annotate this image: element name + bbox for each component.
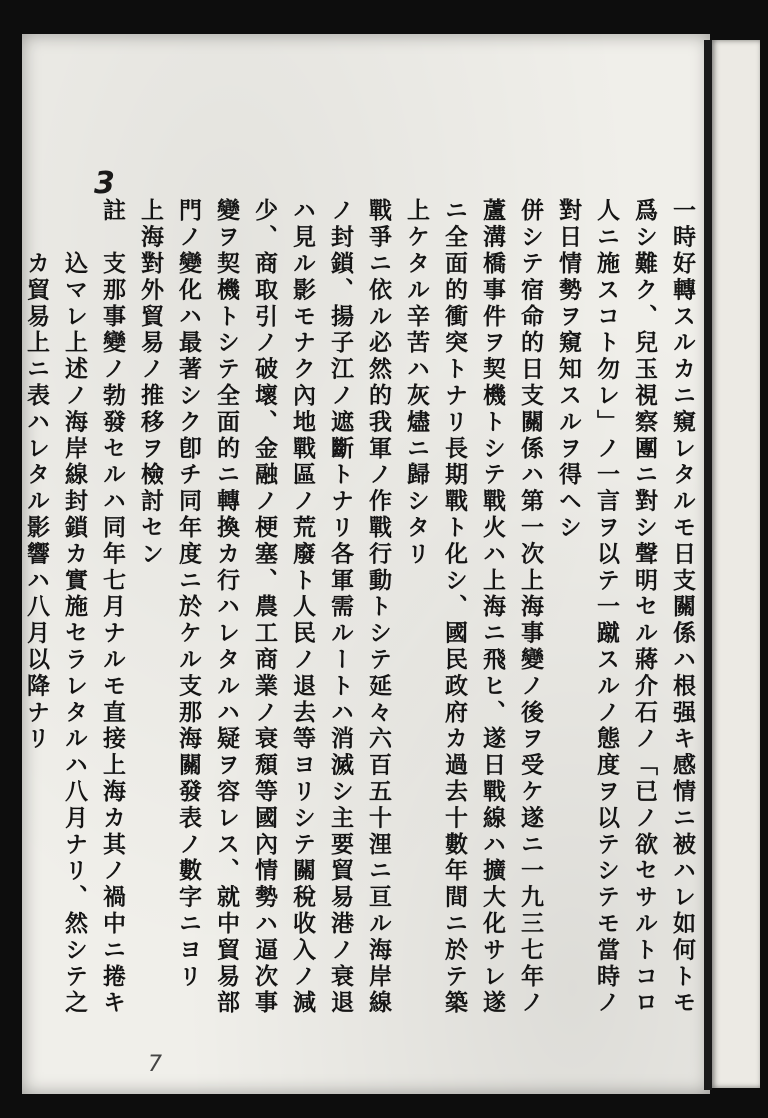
text-column: 人ニ施スコト勿レ」ノ一言ヲ以テ一蹴スルノ態度ヲ以テシテモ當時ノ: [593, 198, 620, 1017]
facing-page-edge: [712, 40, 760, 1088]
page-number: 3: [94, 166, 115, 201]
handwritten-mark: 7: [148, 1052, 162, 1077]
text-column: ハ見ル影モナク內地戰區ノ荒廢ト人民ノ退去等ヨリシテ關稅收入ノ減: [289, 198, 316, 1017]
text-column: 少、商取引ノ破壞、金融ノ梗塞、農工商業ノ衰頹等國內情勢ハ逼次事: [251, 198, 278, 1017]
text-column: 對日情勢ヲ窺知スルヲ得ヘシ: [555, 198, 582, 542]
text-column: ニ全面的衝突トナリ長期戰ト化シ、國民政府カ過去十數年間ニ於テ築: [441, 198, 468, 1017]
text-column: 門ノ變化ハ最著シク卽チ同年度ニ於ケル支那海關發表ノ數字ニヨリ: [175, 198, 202, 990]
note-column: 込マレ上述ノ海岸線封鎖カ實施セラレタルハ八月ナリ、然シテ之: [61, 198, 88, 1017]
text-column: 併シテ宿命的日支關係ハ第一次上海事變ノ後ヲ受ケ遂ニ一九三七年ノ: [517, 198, 544, 1017]
binding-gutter: [704, 40, 712, 1090]
text-column: 上海對外貿易ノ推移ヲ檢討セン: [137, 198, 164, 568]
text-column: 戰爭ニ依ル必然的我軍ノ作戰行動トシテ延々六百五十浬ニ亘ル海岸線: [365, 198, 392, 1017]
note-column: 註 支那事變ノ勃發セルハ同年七月ナルモ直接上海カ其ノ禍中ニ捲キ: [99, 198, 126, 1017]
note-column: カ貿易上ニ表ハレタル影響ハ八月以降ナリ: [23, 198, 50, 753]
text-column: 變ヲ契機トシテ全面的ニ轉換カ行ハレタルハ疑ヲ容レス、就中貿易部: [213, 198, 240, 1017]
text-column: 一時好轉スルカニ窺レタルモ日支關係ハ根强キ感情ニ被ハレ如何トモ: [669, 198, 696, 1017]
text-column: ノ封鎖、揚子江ノ遮斷トナリ各軍需ルートハ消滅シ主要貿易港ノ衰退: [327, 198, 354, 1017]
text-column: 蘆溝橋事件ヲ契機トシテ戰火ハ上海ニ飛ヒ、遂日戰線ハ擴大化サレ遂: [479, 198, 506, 1017]
vertical-text-block: [21, 198, 698, 1017]
text-column: 上ケタル辛苦ハ灰燼ニ歸シタリ: [403, 198, 430, 568]
text-column: 爲シ難ク、兒玉視察團ニ對シ聲明セル蔣介石ノ「已ノ欲セサルトコロ: [631, 198, 658, 1017]
